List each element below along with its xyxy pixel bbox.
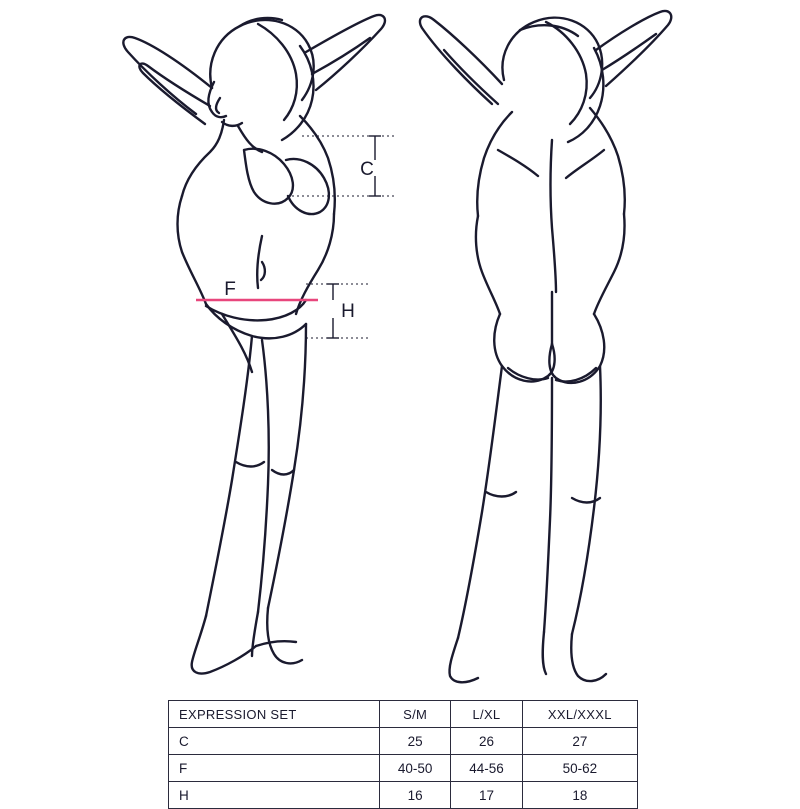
waist-label: F [224, 279, 236, 300]
table-row-label: F [169, 755, 380, 782]
table-cell: 17 [451, 782, 522, 809]
table-cell: 40-50 [380, 755, 451, 782]
table-cell: 18 [522, 782, 637, 809]
size-table [168, 700, 638, 809]
table-header-cell: S/M [380, 701, 451, 728]
table-cell: 27 [522, 728, 637, 755]
table-cell: 44-56 [451, 755, 522, 782]
back-body-outline [420, 11, 671, 682]
table-cell: 26 [451, 728, 522, 755]
table-cell: 50-62 [522, 755, 637, 782]
chest-measure-annotation [292, 136, 396, 196]
table-row [169, 782, 638, 809]
front-body-outline [123, 15, 385, 674]
table-header-cell: L/XL [451, 701, 522, 728]
table-row [169, 728, 638, 755]
table-header-cell: XXL/XXXL [522, 701, 637, 728]
hip-measure-annotation [306, 284, 370, 338]
hip-label: H [341, 301, 355, 322]
table-header-row [169, 701, 638, 728]
table-row [169, 755, 638, 782]
table-header-cell: EXPRESSION SET [169, 701, 380, 728]
chest-label: C [360, 159, 374, 180]
table-cell: 25 [380, 728, 451, 755]
table-row-label: H [169, 782, 380, 809]
table-cell: 16 [380, 782, 451, 809]
table-row-label: C [169, 728, 380, 755]
